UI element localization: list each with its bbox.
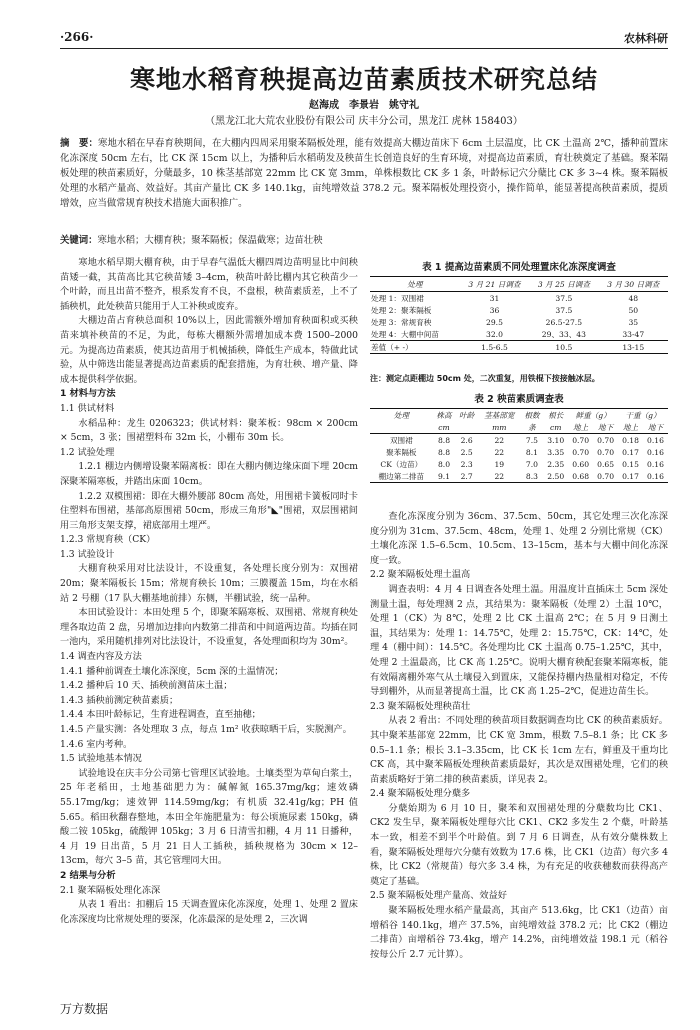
authors: 赵海成 李景岩 姚守礼 <box>309 100 419 111</box>
table1-cell: 33-47 <box>622 329 645 339</box>
table1-cell: 37.5 <box>555 293 573 303</box>
table2-header-cell: 处理 <box>370 409 433 422</box>
body-paragraph: 试验地设在庆丰分公司第七管理区试验地。土壤类型为草甸白浆土，25 年老稻田，土地基础肥力为：碱解氮 165.37mg/kg；速效磷 55.17mg/kg；速效钾 114.59mg/kg；有机质 32.41g/kg；PH 值 5.65。稻田秋翻春整地，本田全年施肥量为：每公顷施尿素 150kg，磷酸二铵 105kg，硫酸钾 105kg；3 月 6 日清雪扣棚，4 月 11 日播种，4 月 19 日出苗，5 月 21 日人工插秧，插秧规格为 30cm × 12–13cm，每穴 3–5 苗，其它管理同大田。 <box>60 767 358 867</box>
table2-header-cell: 地上 <box>618 421 643 434</box>
table2-cell: 0.16 <box>647 447 664 457</box>
body-paragraph: 从表 1 看出：扣棚后 15 天调查置床化冻深度，处理 1、处理 2 置床化冻深度均比常规处理的要深，化冻最深的是处理 2，三次调 <box>60 899 358 925</box>
table1-caption: 表 1 提高边苗素质不同处理置床化冻深度调查 <box>422 262 616 273</box>
page-number: ·266· <box>60 30 94 44</box>
table2-cell: 0.60 <box>572 459 590 469</box>
body-paragraph: 1.2.2 双模围裙：即在大棚外腰部 80cm 高处，用围裙卡簧板同时卡住塑料布围裙，基部高原围裙 50cm，形成三角形"◣"围裙，双层围裙间用三角形支架支撑，裙底部用土埋严。 <box>60 490 358 531</box>
table1-cell: 处理 2：聚苯隔板 <box>371 305 432 315</box>
table1-cell: 50 <box>628 305 639 315</box>
subsection-heading: 2.2 聚苯隔板处理土温高 <box>370 569 471 581</box>
body-paragraph: 本田试验设计：本田处理 5 个，即聚苯隔寒板、双围裙、常规育秧处理各取边苗 2 盘，另增加边排向内数第二排苗和中间道两边苗。均插在同一池内，采用随机排列对比法设计，不设重复，各处理面积均为 30m²。 <box>60 607 358 648</box>
subsection-heading: 1.4.5 产量实测：各处理取 3 点，每点 1m² 收获晾晒干后，实脱测产。 <box>60 724 352 735</box>
table1-cell: 35 <box>628 317 639 327</box>
table2-cell: 双围裙 <box>389 435 413 445</box>
table-row <box>370 434 668 447</box>
table2-cell: 8.3 <box>521 470 544 483</box>
table1 <box>370 276 668 354</box>
table2-caption: 表 2 秧苗素质调查表 <box>474 394 564 405</box>
paper-title: 寒地水稻育秧提高边苗素质技术研究总结 <box>129 65 598 94</box>
table2-cell: 0.16 <box>647 459 664 469</box>
footer-watermark: 万方数据 <box>60 1002 109 1016</box>
table1-cell: 处理 4：大棚中间苗 <box>371 329 439 339</box>
table2-cell: 0.68 <box>568 470 593 483</box>
body-paragraph: 大棚边苗占育秧总面积 10%以上，因此需额外增加育秧面积或买秧苗来填补秧苗的不足，为此，每栋大棚额外需增加成本费 1500–2000 元。为提高边苗素质，使其边苗用于机械插秧，降低生产成本，特做此试验，从中筛选出能显著提高边苗素质的配套措施，为育壮秧、增产量、降成本提供科学依据。 <box>60 315 358 385</box>
table2-cell: 0.70 <box>597 435 615 445</box>
table2-header-cell: 株高 <box>433 409 456 422</box>
affiliation: （黑龙江北大荒农业股份有限公司 庆丰分公司，黑龙江 虎林 158403） <box>205 116 523 127</box>
right-column <box>370 510 668 962</box>
table2-cell: 0.17 <box>618 470 643 483</box>
table1-header-cell: 3 月 25 日调查 <box>529 277 598 292</box>
table2-header-cell: cm <box>543 421 568 434</box>
table2-cell: 8.8 <box>437 435 451 445</box>
abstract-text: 寒地水稻在早春育秧期间，在大棚内四周采用聚苯隔板处理，能有效提高大棚边苗床下 6cm 土层温度，比 CK 土温高 2℃，播种前置床化冻深度 50cm 左右，比 CK 深 15cm 以上，为播种后水稻萌发及秧苗生长创造良好的生育环境，对提高边苗素质，育壮秧奠定了基础。聚苯隔板处理的秧苗素质好，分蘖最多，10 株茎基部宽 22mm 比 CK 宽 3mm，单株根数比 CK 多 1 条，叶龄标记穴分蘖比 CK 多 3~4 株。聚苯隔板处理的水稻产量高、效益好。其亩产量比 CK 多 140.1kg，亩纯增效益 378.2 元。聚苯隔板处理投资小，操作简单，能显著提高秧苗素质，提质增效，应当做常规育秧技术措施大面积推广。 <box>60 138 668 209</box>
table1-cell: 32.0 <box>486 329 503 339</box>
body-paragraph: 1.2.1 棚边内侧增设聚苯隔离板：即在大棚内侧边缘床面下埋 20cm 深聚苯隔寒板，并踏出床面 10cm。 <box>60 461 358 487</box>
subsection-heading: 1.1 供试材料 <box>60 402 115 414</box>
table2-header-cell: 根数 <box>521 409 544 422</box>
table2-cell: 0.65 <box>597 459 615 469</box>
keywords-text: 寒地水稻；大棚育秧；聚苯隔板；保温截寒；边苗壮秧 <box>97 235 323 246</box>
table1-cell: 31 <box>489 293 500 303</box>
table2-cell: 8.1 <box>525 447 538 457</box>
table2-cell: 3.35 <box>547 447 565 457</box>
section-heading: 1 材料与方法 <box>60 388 116 400</box>
table2-cell: 22 <box>494 447 505 457</box>
table2-cell: 0.70 <box>572 435 590 445</box>
table-row <box>370 328 668 341</box>
table1-note: 注：测定点距棚边 50cm 处，二次重复，用铁棍下按接触冰层。 <box>370 374 600 383</box>
table2-cell: 8.0 <box>437 459 451 469</box>
subsection-heading: 1.2.3 常规育秧（CK） <box>60 534 156 546</box>
table1-header-cell: 3 月 21 日调查 <box>460 277 529 292</box>
subsection-heading: 1.4.6 室内考种。 <box>60 738 133 750</box>
body-paragraph: 聚苯隔板处理水稻产量最高，其亩产 513.6kg，比 CK1（边苗）亩增稻谷 140.1kg，增产 37.5%，亩纯增效益 378.2 元；比 CK2（棚边二排苗）亩增稻谷 73.4kg，增产 14.2%，亩纯增效益 198.1 元（稻谷按每公斤 2.7 元计算）。 <box>370 905 668 960</box>
table2-cell: 0.16 <box>643 470 668 483</box>
table-row <box>370 341 668 354</box>
subsection-heading: 1.5 试验地基本情况 <box>60 753 142 765</box>
table2-cell: 2.50 <box>543 470 568 483</box>
table2-header-cell: 地上 <box>568 421 593 434</box>
table1-cell: 29.5 <box>486 317 503 327</box>
table1-cell: 处理 1：双围裙 <box>371 293 424 303</box>
table2-cell: 聚苯隔板 <box>386 447 417 457</box>
table2-cell: 22 <box>478 470 521 483</box>
table1-cell: 10.5 <box>529 341 598 354</box>
table2-cell: 19 <box>494 459 505 469</box>
table-row <box>370 292 668 305</box>
table2-cell: 2.6 <box>460 435 473 445</box>
body-paragraph: 调查表明：4 月 4 日调查各处理土温。用温度计直插床土 5cm 深处测量土温，每处理测 2 点，其结果为：聚苯隔板（处理 2）土温 10℃，处理 1（CK）为 8℃，处理 2 比 CK 土温高 2℃；在 5 月 9 日测土温，其结果为：处理 1：14.75℃，处理 2：15.75℃，CK：14℃，处理 4（棚中间）：14.5℃。各处理均比 CK 土温高 0.75–1.25℃，其中，处理 2 土温最高，比 CK 高 1.25℃。说明大棚育秧配套聚苯隔寒板，能有效隔离棚外寒气从土壤侵入到置床，又能保持棚内热量相对稳定，不传导到棚外，从而显著提高土温，比 CK 高 1.25–2℃，促进边苗生长。 <box>370 583 668 698</box>
table1-cell: 48 <box>628 293 639 303</box>
table2-cell: 0.16 <box>647 435 664 445</box>
table2-header-cell: 根长 <box>543 409 568 422</box>
table1-cell: 26.5-27.5 <box>545 317 583 327</box>
table2-header-cell: 干重（g） <box>618 409 668 422</box>
table2 <box>370 408 668 483</box>
body-paragraph: 寒地水稻早期大棚育秧，由于早春气温低大棚四周边苗明显比中间秧苗矮一截，其苗高比其它秧苗矮 3–4cm，秧苗叶龄比棚内其它秧苗少一个叶龄，而且出苗不整齐，根系发育不良，不盘根，秧苗素质差，上不了插秧机，此处秧苗只能用于人工补秧或废弃。 <box>60 257 358 312</box>
table2-header-cell: 叶龄 <box>455 409 478 422</box>
running-header <box>60 30 668 46</box>
table-row <box>370 316 668 328</box>
table2-cell: 2.3 <box>460 459 473 469</box>
body-paragraph: 查化冻深度分别为 36cm、37.5cm、50cm，其它处理三次化冻深度分别为 31cm、37.5cm、48cm，处理 1、处理 2 分别比常规（CK）土壤化冻深 1.5–6.5cm、10.5cm、13–15cm，基本与大棚中间化冻深度一致。 <box>370 511 668 566</box>
table2-header-cell: mm <box>478 421 521 434</box>
table2-cell: 2.7 <box>455 470 478 483</box>
table2-cell: 0.70 <box>572 447 590 457</box>
table-row <box>370 304 668 316</box>
table2-header-cell <box>455 421 478 434</box>
table2-cell: 9.1 <box>433 470 456 483</box>
body-paragraph: 大棚育秧采用对比法设计，不设重复，各处理长度分别为：双围裙 20m；聚苯隔板长 15m；常规育秧长 10m；三膜覆盖 15m，均在水稻站 2 号棚（17 队大棚基地前排）东侧，半棚试验，统一品种。 <box>60 563 358 604</box>
table2-cell: 0.70 <box>597 447 615 457</box>
table2-cell: 0.18 <box>622 435 639 445</box>
subsection-heading: 1.4.1 播种前调查土壤化冻深度，5cm 深的土温情况； <box>60 665 284 677</box>
table2-header-cell: 茎基部宽 <box>478 409 521 422</box>
section-heading: 2 结果与分析 <box>60 869 116 881</box>
table1-cell: 处理 3：常规育秧 <box>371 317 432 327</box>
subsection-heading: 2.1 聚苯隔板处理化冻深 <box>60 884 161 896</box>
table2-cell: 7.0 <box>525 459 538 469</box>
body-paragraph: 水稻品种：龙生 0206323；供试材料：聚苯板：98cm × 200cm × 5cm，3 张；围裙塑料布 32m 长，小棚布 30m 长。 <box>60 417 358 444</box>
keywords <box>60 232 668 246</box>
table1-header-cell: 处理 <box>370 277 460 292</box>
left-column <box>60 256 358 927</box>
table2-cell: 7.5 <box>525 435 538 445</box>
body-paragraph: 从表 2 看出：不同处理的秧苗项目数据调查均比 CK 的秧苗素质好。其中聚苯基部宽 22mm，比 CK 宽 3mm，根数 7.5–8.1 条；比 CK 多 0.5–1.1 条；根长 3.1–3.35cm，比 CK 长 1cm 左右，鲜重及干重均比 CK 高，其中聚苯隔板处理秧苗素质最好，其次是双围裙处理，它们的秧苗素质略好于第二排的秧苗素质，详见表 2。 <box>370 715 668 785</box>
table2-cell: 0.70 <box>593 470 618 483</box>
table2-cell: CK（边苗） <box>380 459 423 469</box>
table1-cell: 13-15 <box>599 341 668 354</box>
header-rule <box>60 48 668 49</box>
table1-cell: 37.5 <box>555 305 573 315</box>
table2-cell: 0.17 <box>622 447 639 457</box>
table2-cell: 22 <box>494 435 505 445</box>
subsection-heading: 1.4.4 本田叶龄标记，生育进程调查，直至抽穗； <box>60 709 261 721</box>
table-row <box>370 458 668 470</box>
table1-header-cell: 3 月 30 日调查 <box>599 277 668 292</box>
table2-cell: 2.5 <box>460 447 473 457</box>
abstract <box>60 136 668 211</box>
table2-cell: 2.35 <box>547 459 565 469</box>
subsection-heading: 1.3 试验设计 <box>60 548 115 560</box>
table2-header-cell <box>370 421 433 434</box>
abstract-label: 摘 要： <box>60 138 99 149</box>
journal-name: 农林科研 <box>624 32 668 45</box>
table1-cell: 29、33、43 <box>541 329 586 339</box>
table2-header-cell: 鲜重（g） <box>568 409 618 422</box>
subsection-heading: 2.5 聚苯隔板处理产量高、效益好 <box>370 890 507 902</box>
subsection-heading: 1.4 调查内容及方法 <box>60 651 142 663</box>
subsection-heading: 2.4 聚苯隔板处理分蘖多 <box>370 788 471 800</box>
table2-header-cell: 条 <box>521 421 544 434</box>
subsection-heading: 2.3 聚苯隔板处理秧苗壮 <box>370 700 471 712</box>
keywords-label: 关键词： <box>60 235 98 246</box>
table2-cell: 3.10 <box>547 435 565 445</box>
table-row <box>370 470 668 483</box>
subsection-heading: 1.4.3 插秧前测定秧苗素质； <box>60 694 179 706</box>
table2-header-cell: cm <box>433 421 456 434</box>
table2-header-cell: 地下 <box>643 421 668 434</box>
table1-cell: 差值（+ -） <box>370 341 460 354</box>
subsection-heading: 1.2 试验处理 <box>60 446 115 458</box>
body-paragraph: 分蘖始期为 6 月 10 日，聚苯和双围裙处理的分蘖数均比 CK1、CK2 发生早，聚苯隔板处理每穴比 CK1、CK2 多发生 2 个蘖，叶龄基本一致，相差不到半个叶龄值。到 7 月 6 日调查，从有效分蘖株数上看，聚苯隔板处理每穴分蘖有效数为 17.6 株，比 CK1（边苗）每穴多 4 株，比 CK2（常规苗）每穴多 3.4 株，为有充足的收获穗数而获得高产奠定了基础。 <box>370 802 668 887</box>
table2-cell: 棚边第二排苗 <box>370 470 433 483</box>
table1-cell: 36 <box>489 305 500 315</box>
table-row <box>370 446 668 458</box>
subsection-heading: 1.4.2 播种后 10 天、插秧前测苗床土温； <box>60 680 233 692</box>
table2-cell: 0.15 <box>622 459 639 469</box>
table1-cell: 1.5-6.5 <box>460 341 529 354</box>
table2-cell: 8.8 <box>437 447 451 457</box>
table2-header-cell: 地下 <box>593 421 618 434</box>
